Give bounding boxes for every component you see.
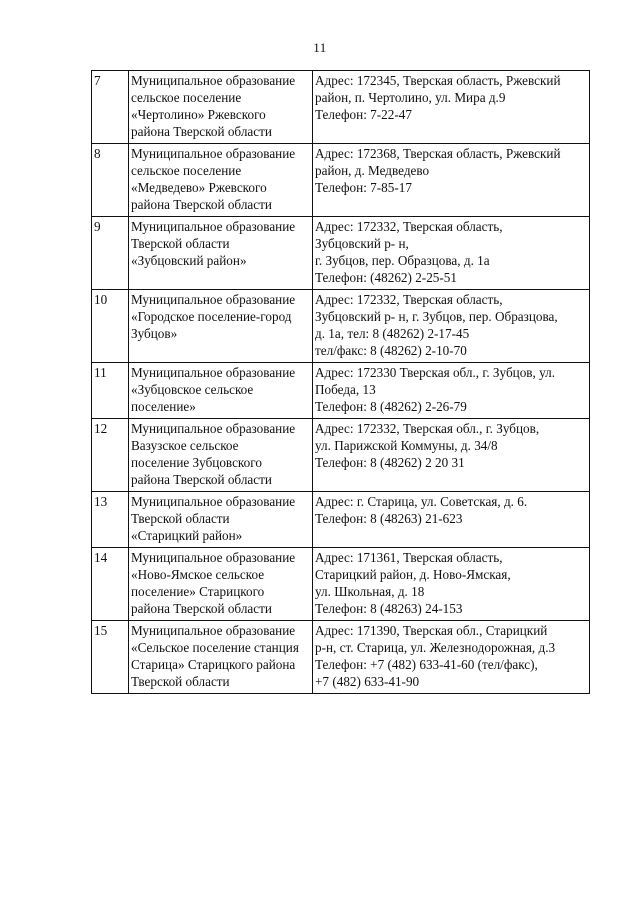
row-number: 12 bbox=[92, 419, 129, 492]
contact-info-cell bbox=[313, 217, 590, 290]
contact-info-line: Победа, 13 bbox=[315, 382, 376, 397]
municipality-name-line: района Тверской области bbox=[131, 124, 272, 139]
table-row bbox=[92, 492, 590, 548]
contact-info-cell bbox=[313, 492, 590, 548]
municipality-name-line: «Зубцовское сельское bbox=[131, 382, 254, 397]
contact-info-cell bbox=[313, 548, 590, 621]
municipality-name-line: Муниципальное образование bbox=[131, 73, 296, 88]
contact-info-line: Адрес: 171361, Тверская область, bbox=[315, 550, 503, 565]
municipality-name-line: Муниципальное образование bbox=[131, 146, 296, 161]
table-row bbox=[92, 144, 590, 217]
municipality-name-line: «Чертолино» Ржевского bbox=[131, 107, 266, 122]
municipality-name-line: «Городское поселение-город bbox=[131, 309, 292, 324]
row-number: 11 bbox=[92, 363, 129, 419]
contact-info-line: р-н, ст. Старица, ул. Железнодорожная, д.3 bbox=[315, 640, 556, 655]
municipality-name-cell bbox=[129, 492, 313, 548]
contact-info-line: Зубцовский р- н, bbox=[315, 236, 409, 251]
row-number: 10 bbox=[92, 290, 129, 363]
municipality-name-line: поселение» bbox=[131, 399, 196, 414]
municipality-name-line: района Тверской области bbox=[131, 472, 272, 487]
municipality-name-line: поселение Зубцовского bbox=[131, 455, 262, 470]
municipality-name-cell bbox=[129, 144, 313, 217]
contact-info-line: район, д. Медведево bbox=[315, 163, 430, 178]
contact-info-line: Адрес: 171390, Тверская обл., Старицкий bbox=[315, 623, 548, 638]
registry-table-body bbox=[92, 71, 590, 694]
municipality-name-line: «Старицкий район» bbox=[131, 528, 243, 543]
contact-info-line: Зубцовский р- н, г. Зубцов, пер. Образцова, bbox=[315, 309, 558, 324]
table-row bbox=[92, 419, 590, 492]
contact-info-line: Телефон: 8 (48262) 2-26-79 bbox=[315, 399, 467, 414]
contact-info-line: ул. Парижской Коммуны, д. 34/8 bbox=[315, 438, 498, 453]
contact-info-line: Телефон: 8 (48263) 24-153 bbox=[315, 601, 463, 616]
municipality-name-line: Муниципальное образование bbox=[131, 365, 296, 380]
contact-info-line: +7 (482) 633-41-90 bbox=[315, 674, 420, 689]
contact-info-line: Телефон: 7-22-47 bbox=[315, 107, 412, 122]
row-number: 13 bbox=[92, 492, 129, 548]
contact-info-cell bbox=[313, 621, 590, 694]
municipality-name-line: Тверской области bbox=[131, 236, 230, 251]
contact-info-line: тел/факс: 8 (48262) 2-10-70 bbox=[315, 343, 467, 358]
contact-info-line: Адрес: 172368, Тверская область, Ржевский bbox=[315, 146, 561, 161]
municipality-name-line: района Тверской области bbox=[131, 601, 272, 616]
contact-info-line: Телефон: +7 (482) 633-41-60 (тел/факс), bbox=[315, 657, 538, 672]
municipality-name-line: Тверской области bbox=[131, 674, 230, 689]
contact-info-cell bbox=[313, 419, 590, 492]
row-number: 9 bbox=[92, 217, 129, 290]
contact-info-line: ул. Школьная, д. 18 bbox=[315, 584, 425, 599]
contact-info-cell bbox=[313, 290, 590, 363]
table-row bbox=[92, 621, 590, 694]
contact-info-line: Телефон: 8 (48262) 2 20 31 bbox=[315, 455, 465, 470]
contact-info-line: Адрес: 172345, Тверская область, Ржевский bbox=[315, 73, 561, 88]
contact-info-line: Адрес: 172330 Тверская обл., г. Зубцов, ул. bbox=[315, 365, 556, 380]
municipality-name-line: Муниципальное образование bbox=[131, 421, 296, 436]
municipality-name-line: «Зубцовский район» bbox=[131, 253, 247, 268]
municipality-name-line: Муниципальное образование bbox=[131, 623, 296, 638]
municipality-name-line: района Тверской области bbox=[131, 197, 272, 212]
table-row bbox=[92, 548, 590, 621]
contact-info-line: Телефон: 8 (48263) 21-623 bbox=[315, 511, 463, 526]
municipality-name-line: сельское поселение bbox=[131, 90, 242, 105]
contact-info-line: Адрес: 172332, Тверская обл., г. Зубцов, bbox=[315, 421, 540, 436]
municipality-name-line: поселение» Старицкого bbox=[131, 584, 265, 599]
municipality-name-cell bbox=[129, 217, 313, 290]
municipality-name-line: Зубцов» bbox=[131, 326, 178, 341]
table-row bbox=[92, 217, 590, 290]
municipality-name-cell bbox=[129, 621, 313, 694]
municipality-name-line: сельское поселение bbox=[131, 163, 242, 178]
municipality-name-line: Старица» Старицкого района bbox=[131, 657, 296, 672]
municipality-name-line: Муниципальное образование bbox=[131, 494, 296, 509]
municipality-name-cell bbox=[129, 290, 313, 363]
contact-info-cell bbox=[313, 144, 590, 217]
municipality-name-line: Муниципальное образование bbox=[131, 219, 296, 234]
municipality-name-cell bbox=[129, 419, 313, 492]
contact-info-line: Адрес: г. Старица, ул. Советская, д. 6. bbox=[315, 494, 528, 509]
table-row bbox=[92, 290, 590, 363]
page-number: 11 bbox=[313, 40, 327, 55]
municipality-name-line: «Ново-Ямское сельское bbox=[131, 567, 265, 582]
contact-info-line: г. Зубцов, пер. Образцова, д. 1а bbox=[315, 253, 490, 268]
contact-info-line: Телефон: (48262) 2-25-51 bbox=[315, 270, 457, 285]
municipality-name-line: «Сельское поселение станция bbox=[131, 640, 299, 655]
contact-info-cell bbox=[313, 363, 590, 419]
municipal-registry-table bbox=[91, 70, 590, 694]
municipality-name-line: Вазузское сельское bbox=[131, 438, 239, 453]
table-row bbox=[92, 71, 590, 144]
contact-info-line: Старицкий район, д. Ново-Ямская, bbox=[315, 567, 511, 582]
contact-info-line: Адрес: 172332, Тверская область, bbox=[315, 292, 503, 307]
municipality-name-line: Муниципальное образование bbox=[131, 550, 296, 565]
contact-info-line: район, п. Чертолино, ул. Мира д.9 bbox=[315, 90, 506, 105]
contact-info-line: Адрес: 172332, Тверская область, bbox=[315, 219, 503, 234]
municipality-name-line: «Медведево» Ржевского bbox=[131, 180, 267, 195]
row-number: 7 bbox=[92, 71, 129, 144]
table-row bbox=[92, 363, 590, 419]
municipality-name-cell bbox=[129, 548, 313, 621]
municipality-name-line: Муниципальное образование bbox=[131, 292, 296, 307]
contact-info-cell bbox=[313, 71, 590, 144]
row-number: 15 bbox=[92, 621, 129, 694]
municipality-name-line: Тверской области bbox=[131, 511, 230, 526]
row-number: 8 bbox=[92, 144, 129, 217]
municipality-name-cell bbox=[129, 71, 313, 144]
municipality-name-cell bbox=[129, 363, 313, 419]
contact-info-line: Телефон: 7-85-17 bbox=[315, 180, 412, 195]
row-number: 14 bbox=[92, 548, 129, 621]
contact-info-line: д. 1а, тел: 8 (48262) 2-17-45 bbox=[315, 326, 470, 341]
